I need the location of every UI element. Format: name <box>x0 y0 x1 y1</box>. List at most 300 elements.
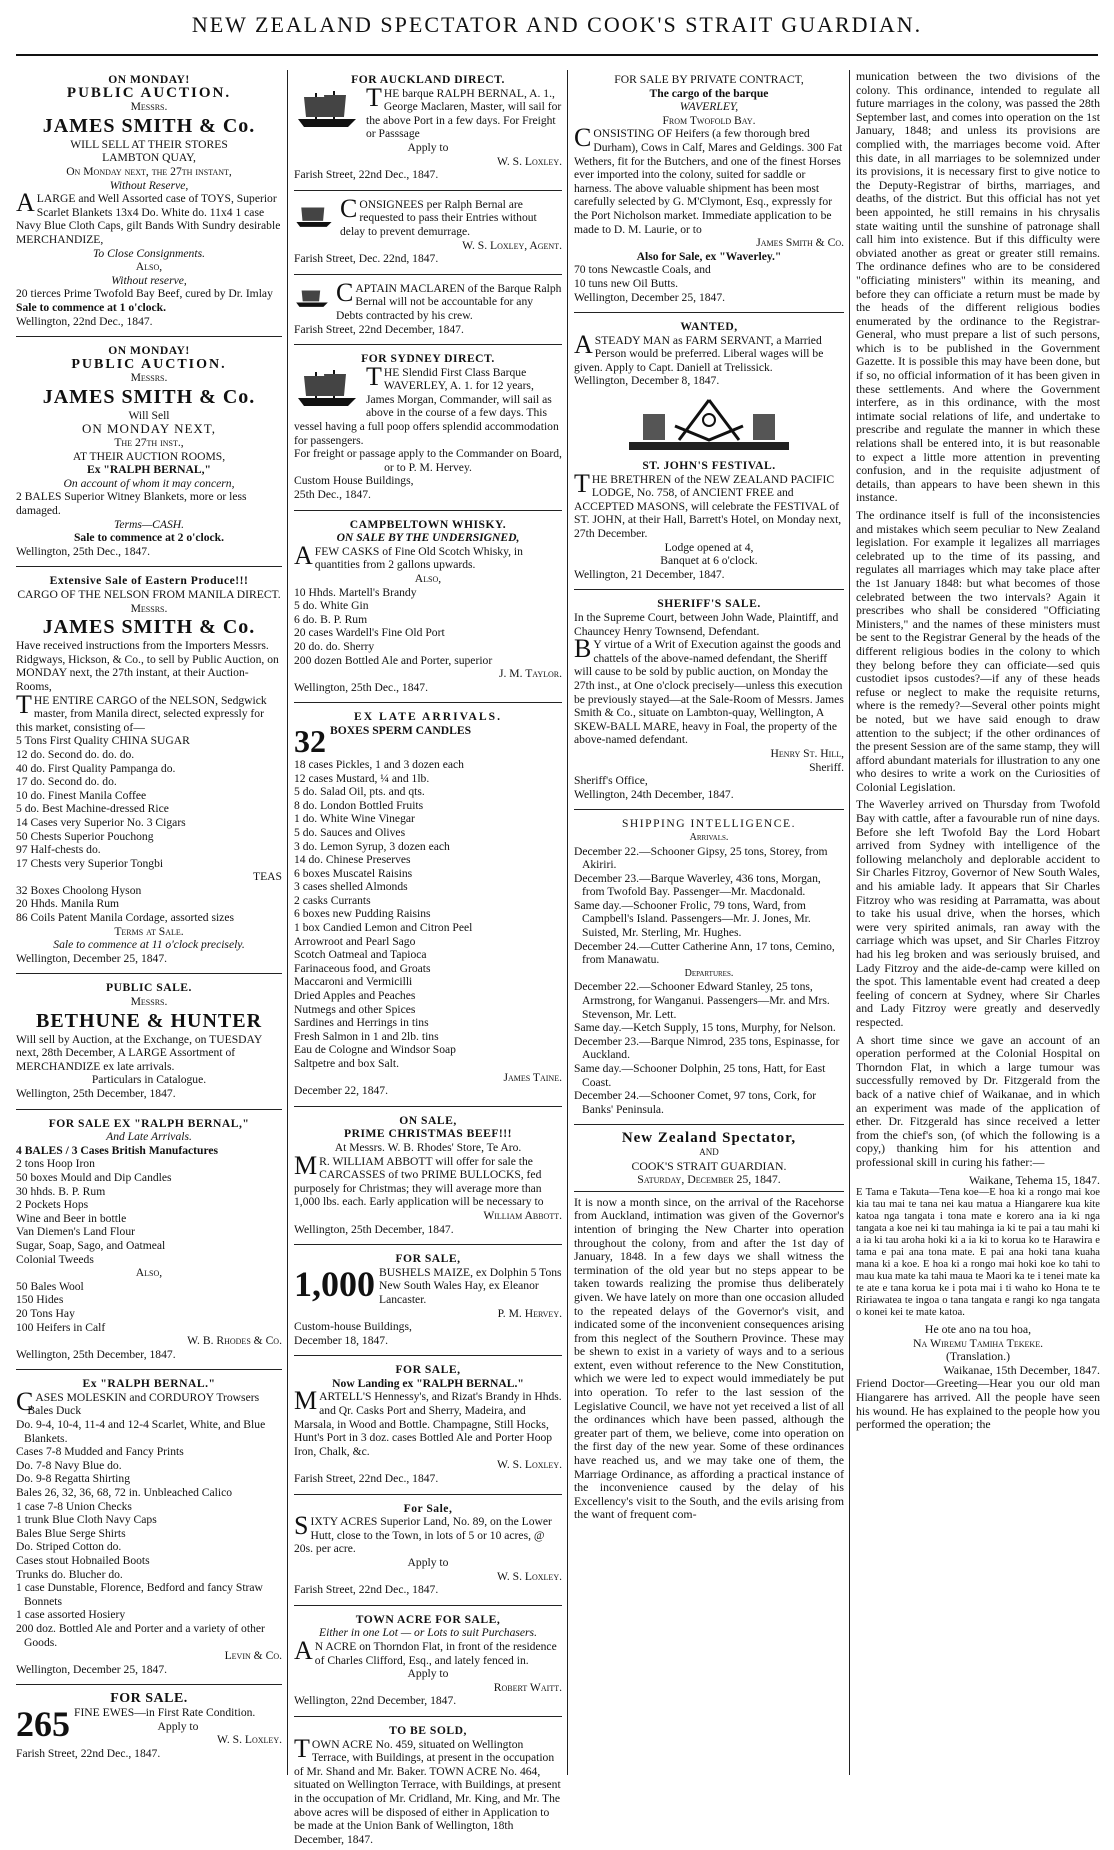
divider <box>294 702 562 703</box>
list-item: Saltpetre and box Salt. <box>294 1057 399 1070</box>
ad-heading: PUBLIC AUCTION. <box>66 84 232 101</box>
arrivals-list <box>574 845 844 967</box>
column-2 <box>294 70 562 1846</box>
list-item: 10 tuns new Oil Butts. <box>574 276 679 290</box>
ad-text: WILL SELL AT THEIR STORES <box>70 137 228 151</box>
masthead: NEW ZEALAND SPECTATOR AND COOK'S STRAIT GUARDIAN. <box>191 12 923 37</box>
divider <box>294 1494 562 1495</box>
ad-text: Ex "RALPH BERNAL," <box>87 463 211 477</box>
letter-signature: Na Wiremu Tamiha Tekeke. <box>912 1335 1044 1350</box>
list-item: December 23.—Barque Waverley, 436 tons, Morgan, from Twofold Bay. Passenger—Mr. Macdonald. <box>574 871 821 899</box>
ad-body: MR. WILLIAM ABBOTT will offer for sale the CARCASSES of two PRIME BULLOCKS, fed purposely for Christmas; they will average more than 1,000 lbs. each. Early application will be necessary to <box>294 1150 544 1209</box>
divider <box>16 1109 282 1110</box>
list-item: Nutmegs and other Spices <box>294 1002 416 1016</box>
ad-date: Wellington, December 25, 1847. <box>574 290 726 304</box>
masthead-rule <box>16 54 1098 56</box>
ad-heading: Ex "RALPH BERNAL." <box>82 1377 216 1391</box>
list-item: Bales Duck <box>27 1404 82 1418</box>
list-item: 100 Heifers in Calf <box>16 1320 106 1334</box>
ad-date: Wellington, 25th December, 1847. <box>294 1222 454 1236</box>
list-item: 97 Half-chests do. <box>16 843 101 857</box>
divider <box>294 1716 562 1717</box>
list-item: 6 do. B. P. Rum <box>294 612 368 626</box>
firm-name: JAMES SMITH & Co. <box>42 114 256 137</box>
column-divider <box>287 70 288 1775</box>
ad-text: Sale to commence at 2 o'clock. <box>73 531 225 545</box>
advert-bethune-hunter <box>16 978 282 1104</box>
divider <box>294 190 562 191</box>
letter-translation: Friend Doctor—Greeting—Hear you our old man Hiangarere has arrived. All the people have seen his wound. He has explained to the people how you performed the operation; the <box>856 1376 1100 1432</box>
list-item: Sugar, Soap, Sago, and Oatmeal <box>16 1238 166 1252</box>
list-item: 6 boxes new Pudding Raisins <box>294 907 431 921</box>
ad-text: WAVERLEY, <box>679 100 739 114</box>
list-item: 5 do. Best Machine-dressed Rice <box>16 802 169 816</box>
ad-heading: WANTED, <box>680 320 738 334</box>
firm-name: BETHUNE & HUNTER <box>35 1009 263 1032</box>
ad-body: BY virtue of a Writ of Execution against the goods and chattels of the above-named defendant, the Sheriff will cause to be sold by public auction, on Monday the 27th inst., at One o'clock precisely—unless this execution be previously stayed—at the Sale-Room of Messrs. James Smith & Co., situate on Lambton-quay, Wellington, A SKEW-BALL MARE, heavy in Foal, the property of the above-named defendant. <box>574 634 844 747</box>
ad-text: Messrs. <box>130 995 168 1009</box>
advert-consignees <box>294 195 562 270</box>
advert-smith-toys <box>16 70 282 332</box>
ad-heading: CARGO OF THE NELSON FROM MANILA DIRECT. <box>17 588 281 601</box>
divider <box>294 1244 562 1245</box>
list-item: 2 Pockets Hops <box>16 1198 89 1212</box>
firm-name: JAMES SMITH & Co. <box>42 616 256 639</box>
advert-sydney-direct <box>294 349 562 506</box>
advert-auckland-direct <box>294 70 562 186</box>
ad-heading: FOR AUCKLAND DIRECT. <box>351 73 505 86</box>
masonic-emblem-icon <box>629 396 789 452</box>
ad-signature: W. S. Loxley. <box>496 1458 562 1472</box>
list-item: December 22.—Schooner Edward Stanley, 25 tons, Armstrong, for Wanganui. Passengers—Mr. and Mrs. Stevenson, Mr. Lett. <box>574 980 830 1021</box>
list-item: 12 do. Second do. do. do. <box>16 747 135 761</box>
divider <box>574 809 844 810</box>
column-divider <box>567 70 568 1775</box>
advert-ewes <box>16 1689 282 1764</box>
ad-text: On Monday next, the 27th instant, <box>66 164 232 178</box>
ad-text: Will Sell <box>128 408 170 422</box>
list-item: Same day.—Schooner Dolphin, 25 tons, Hatt, for East Coast. <box>574 1062 826 1089</box>
issue-date: Saturday, December 25, 1847. <box>637 1172 781 1187</box>
ad-body: THE Slendid First Class Barque WAVERLEY, A. 1. for 12 years, James Morgan, Commander, will sail as above in the course of a few days. This vessel having a full poop offers splendid accommodation for passengers. <box>294 361 559 447</box>
divider <box>16 1684 282 1685</box>
letter-signature: He ote ano na tou hoa, <box>924 1322 1032 1337</box>
list-item: 1 do. White Wine Vinegar <box>294 812 415 826</box>
advert-nelson-cargo <box>16 571 282 969</box>
advert-levin <box>16 1374 282 1680</box>
list-item: December 24.—Schooner Comet, 97 tons, Cork, for Banks' Peninsula. <box>574 1089 817 1116</box>
ad-heading: For Sale, <box>403 1501 453 1515</box>
ad-signature: William Abbott. <box>483 1208 562 1222</box>
divider <box>16 336 282 337</box>
sub-heading: Arrivals. <box>689 831 729 843</box>
list-item: 17 do. Second do. do. <box>16 775 117 789</box>
newspaper-title: New Zealand Spectator, <box>621 1130 797 1147</box>
ad-heading: TO BE SOLD, <box>389 1723 467 1737</box>
divider <box>294 1355 562 1356</box>
list-item: 40 do. First Quality Pampanga do. <box>16 761 176 775</box>
list-item: Farinaceous food, and Groats <box>294 961 431 975</box>
ship-icon <box>294 368 360 408</box>
divider <box>294 1605 562 1606</box>
list-item: 10 do. Finest Manila Coffee <box>16 788 147 802</box>
advert-sixty-acres <box>294 1499 562 1601</box>
ad-text: ON MONDAY NEXT, <box>81 421 217 437</box>
goods-list <box>294 586 562 668</box>
ad-date: Wellington, 24th December, 1847. <box>574 787 734 801</box>
ad-text: To Close Consignments. <box>93 246 205 260</box>
advert-late-arrivals <box>294 707 562 1101</box>
ad-body: FINE EWES—in First Rate Condition. <box>74 1705 256 1719</box>
ad-body: BOXES SPERM CANDLES <box>330 723 472 737</box>
ad-date: Farish Street, 22nd December, 1847. <box>294 322 464 336</box>
ad-body: THE BRETHREN of the NEW ZEALAND PACIFIC LODGE, No. 758, of ANCIENT FREE and ACCEPTED MASONS, will celebrate the FESTIVAL of ST. JOHN, at their Hall, Barrett's Hotel, on Monday next, 27th December. <box>574 468 842 541</box>
list-item: Same day.—Ketch Supply, 15 tons, Murphy, for Nelson. <box>574 1021 836 1035</box>
list-item: 6 boxes Muscatel Raisins <box>294 866 413 880</box>
divider <box>574 1124 844 1125</box>
list-item: 200 doz. Bottled Ale and Porter and a variety of other Goods. <box>16 1621 265 1649</box>
list-item: 20 do. do. Sherry <box>294 639 375 653</box>
ad-heading: FOR SALE BY PRIVATE CONTRACT, <box>614 73 804 86</box>
ad-text: Sale to commence at 1 o'clock. <box>16 300 167 314</box>
editorial-paragraph: The ordinance itself is full of the inconsistencies and mistakes which seem peculiar to New Zealand legislation. For example it legalizes all marriages celebrated up to the time of its passing, and regulates all marriages which may take place after the 1st January 1848: but what becomes of those celebrated between the two intervals? Again it prescribes who shall be considered "Officiating Ministers," and the names of these ministers must be sent to the Registrar General by the heads of the different religious bodies in the colony to which they belong before they can officiate—sed quis custodiet ipsos custodes?—if any of these heads refuse or neglect to make the requisite returns, where is the remedy?—Several other points might be noted, but we have said enough to draw attention to the subject; if the other ordinances of the present Session are of the same stamp, they will afford abundant materials for illustration to any one who desires to write a work on the Curiosities of Colonial Legislation. <box>856 508 1100 794</box>
divider <box>574 589 844 590</box>
ad-body: Have received instructions from the Importers Messrs. Ridgways, Hickson, & Co., to sell by Public Auction, on MONDAY next, the 27th instant, at their Auction-Rooms, <box>16 639 279 693</box>
shipping-intelligence <box>574 814 844 1120</box>
list-item: 10 Hhds. Martell's Brandy <box>294 585 417 599</box>
ad-heading: TOWN ACRE FOR SALE, <box>355 1612 501 1626</box>
list-item: 17 Chests very Superior Tongbi <box>16 856 164 870</box>
list-item: Cases 7-8 Mudded and Fancy Prints <box>16 1445 184 1459</box>
sub-heading: Departures. <box>684 967 734 979</box>
cargo-list <box>16 734 282 924</box>
advert-christmas-beef <box>294 1111 562 1240</box>
ad-heading: FOR SALE, <box>395 1252 461 1266</box>
advert-whisky <box>294 515 562 699</box>
ad-body: THE ENTIRE CARGO of the NELSON, Sedgwick master, from Manila direct, selected expressly for this market, consisting of— <box>16 689 267 734</box>
ad-body: SIXTY ACRES Superior Land, No. 89, on the Lower Hutt, close to the Town, in lots of 5 or 10 acres, @ 20s. per acre. <box>294 1511 552 1556</box>
ad-text: Messrs. <box>130 100 168 114</box>
ad-body: BUSHELS MAIZE, ex Dolphin 5 Tons New South Wales Hay, ex Eleanor Lancaster. <box>379 1265 562 1306</box>
ad-heading: FOR SYDNEY DIRECT. <box>361 352 495 366</box>
list-item: Same day.—Schooner Frolic, 79 tons, Ward, from Campbell's Island. Passengers—Mr. J. Jones, Mr. Suisted, Mr. Sterling, Mr. Hughes. <box>574 898 811 940</box>
list-item: 1 trunk Blue Cloth Navy Caps <box>16 1513 157 1527</box>
list-item: 20 Hhds. Manila Rum <box>16 897 120 911</box>
divider <box>294 510 562 511</box>
ad-heading: CAMPBELTOWN WHISKY. <box>349 517 507 531</box>
ad-signature: W. S. Loxley. <box>216 1733 282 1747</box>
list-item: 50 Bales Wool <box>16 1279 84 1293</box>
list-item: Van Diemen's Land Flour <box>16 1225 135 1239</box>
ad-signature: W. S. Loxley, Agent. <box>462 238 562 252</box>
ad-date: Farish Street, 22nd Dec., 1847. <box>294 1583 439 1597</box>
ad-body: 2 BALES Superior Witney Blankets, more or less damaged. <box>16 490 247 518</box>
editorial-paragraph: It is now a month since, on the arrival of the Racehorse from Auckland, intimation was given of the Governor's intention of bringing the New Charter into operation throughout the colony, from and after the 1st day of January, 1848. In a few days we shall witness the termination of the old year but no steps appear to be taken towards realizing the promise thus deliberately given. We have lately on more than one occasion alluded to the repeated delays of the Governor's visit, and indicated some of the inconvenient consequences arising from this neglect of the Southern Province. These may be shewn to exist in a variety of ways and to a serious extent, even without reference to the New Constitution, which we were led to expect would immediately be put into operation. To refer to the last session of the Legislative Council, we have not yet received a list of all the ordinances which have been passed, although the greater part of them, we believe, come into operation on the first day of the new year. Some of these ordinances have reached us, and we may take one of them, the Marriage Ordinance, as affording a practical instance of the inconvenience caused by the delay of his Excellency's visit to the South, and the evils arising from the want of frequent com- <box>574 1194 844 1522</box>
ad-text: LAMBTON QUAY, <box>102 151 196 165</box>
ad-text: Without reserve, <box>111 273 187 287</box>
ad-heading: FOR SALE, <box>395 1363 461 1377</box>
letter-place: Waikanae, 15th December, 1847. <box>943 1362 1100 1377</box>
list-item: 1 case assorted Hosiery <box>16 1608 126 1622</box>
advert-sheriffs-sale <box>574 594 844 805</box>
ad-body: ALARGE and Well Assorted case of TOYS, Superior Scarlet Blankets 13x4 Do. White do. 11x4 1 case Navy Blue Cloth Caps, gilt Bands With Sundry desirable MERCHANDIZE, <box>16 188 281 246</box>
ship-icon <box>294 200 334 232</box>
ad-body: CASES MOLESKIN and CORDUROY Trowsers <box>16 1386 260 1416</box>
list-item: 20 Tons Hay <box>16 1306 75 1320</box>
ad-text: Custom House Buildings, <box>294 474 414 488</box>
newspaper-subtitle: COOK'S STRAIT GUARDIAN. <box>631 1158 787 1173</box>
advert-smith-blankets <box>16 341 282 562</box>
list-item: 1 case 7-8 Union Checks <box>16 1499 132 1513</box>
ad-signature: Henry St. Hill, <box>770 746 844 760</box>
list-item: 12 cases Mustard, ¼ and 1lb. <box>294 771 430 785</box>
divider <box>16 1369 282 1370</box>
ad-text: Sale to commence at 11 o'clock precisely. <box>53 938 245 952</box>
ad-date: Wellington, 22nd December, 1847. <box>294 1694 457 1708</box>
list-item: 1 box Candied Lemon and Citron Peel <box>294 921 473 935</box>
ad-date: Wellington, 22nd Dec., 1847. <box>16 314 153 328</box>
ad-text: Without Reserve, <box>109 178 189 192</box>
ad-date: 25th Dec., 1847. <box>294 488 371 502</box>
list-item: Sardines and Herrings in tins <box>294 1016 429 1030</box>
ad-date: Wellington, 21 December, 1847. <box>574 567 725 581</box>
list-item: 5 do. Sauces and Olives <box>294 825 406 839</box>
ad-date: Farish Street, 22nd Dec., 1847. <box>294 168 439 182</box>
lot-number: 32 <box>294 722 326 759</box>
list-item: Bales 26, 32, 36, 68, 72 in. Unbleached Calico <box>16 1486 233 1500</box>
list-item: 5 do. White Gin <box>294 599 369 613</box>
list-item: 30 hhds. B. P. Rum <box>16 1184 106 1198</box>
ad-text: The 27th inst., <box>114 436 184 450</box>
ad-text: Terms at Sale. <box>114 924 184 938</box>
list-item: 20 cases Wardell's Fine Old Port <box>294 626 445 640</box>
list-item: 3 do. Lemon Syrup, 3 dozen each <box>294 839 450 853</box>
goods-list <box>574 263 844 290</box>
advert-brandy <box>294 1360 562 1489</box>
column-1 <box>16 70 282 1775</box>
ad-text: Terms—CASH. <box>113 517 185 531</box>
ad-body: MARTELL'S Hennessy's, and Rizat's Brandy in Hhds. and Qr. Casks Port and Sherry, Madeira, and Marsala, in Wood and Bottle. Champagne, Still Hocks, Hunt's Port in 3 doz. cases Bottled Ale and Porter Hoop Iron, Chalk, &c. <box>294 1386 562 1458</box>
advert-wanted <box>574 317 844 392</box>
list-item: Do. 9-4, 10-4, 11-4 and 12-4 Scarlet, White, and Blue Blankets. <box>16 1418 266 1445</box>
ad-date: Farish Street, 22nd Dec., 1847. <box>294 1472 439 1486</box>
news-paragraph: The Waverley arrived on Thursday from Twofold Bay with cattle, after a favourable run of nine days. Before she left Twofold Bay the Lord Hobart arrived from Sydney with intelligence of the following melancholy and deplorable accident to Sir Charles Fitzroy, Governor of New South Wales, and his amiable lady. It appears that Sir Charles Fitzroy who was residing at Parramatta, was about to take his usual drive, when the horses, which were very spirited animals, ran away with the carriage which was upset, and Sir Charles Fitzroy had his leg broken and was seriously bruised, and Lady Fitzroy and the aide-de-camp were killed on the spot. This lamentable event had created a deep feeling of concern at Sydney, where Sir Charles and Lady Fitzroy were greatly and deservedly respected. <box>856 797 1100 1029</box>
goods-list <box>294 758 562 1071</box>
list-item: Trunks do. Blucher do. <box>16 1567 123 1581</box>
goods-list <box>16 1157 282 1266</box>
ad-body: AFEW CASKS of Fine Old Scotch Whisky, in quantities from 2 gallons upwards. <box>294 540 523 572</box>
list-item: December 23.—Barque Nimrod, 235 tons, Espinasse, for Auckland. <box>574 1034 840 1062</box>
column-4 <box>856 70 1100 1775</box>
ad-text: At Messrs. W. B. Rhodes' Store, Te Aro. <box>334 1140 522 1154</box>
ad-text: Apply to <box>407 1556 449 1569</box>
list-item: 3 cases shelled Almonds <box>294 880 408 894</box>
teas-label: TEAS <box>253 870 282 884</box>
ad-text: Messrs. <box>130 371 168 385</box>
ad-signature: James Smith & Co. <box>756 236 844 250</box>
ad-signature: J. M. Taylor. <box>498 667 562 681</box>
ad-text: Also, <box>135 1266 163 1280</box>
goods-list <box>16 1280 282 1334</box>
list-item: 18 cases Pickles, 1 and 3 dozen each <box>294 757 464 771</box>
list-item: Fresh Salmon in 1 and 2lb. tins <box>294 1029 439 1043</box>
ad-signature: Robert Waitt. <box>493 1680 562 1694</box>
ad-heading: Either in one Lot — or Lots to suit Purchasers. <box>319 1626 537 1640</box>
firm-name: JAMES SMITH & Co. <box>42 385 256 408</box>
list-item: 2 tons Hoop Iron <box>16 1157 95 1171</box>
list-item: Cases stout Hobnailed Boots <box>16 1554 150 1567</box>
divider <box>16 566 282 567</box>
ad-signature: James Taine. <box>503 1070 562 1084</box>
ad-body: AN ACRE on Thorndon Flat, in front of the residence of Charles Clifford, Esq., and lately fenced in. <box>294 1635 557 1667</box>
list-item: Bales Blue Serge Shirts <box>16 1526 126 1540</box>
ad-signature: Sheriff. <box>809 760 844 774</box>
ad-date: December 18, 1847. <box>294 1333 389 1347</box>
ad-date: Farish Street, Dec. 22nd, 1847. <box>294 252 439 266</box>
divider <box>574 312 844 313</box>
ad-body: 4 BALES / 3 Cases British Manufactures <box>16 1143 219 1157</box>
list-item: 200 dozen Bottled Ale and Porter, superior <box>294 653 493 667</box>
advert-captain-maclaren <box>294 279 562 340</box>
ad-heading: EX LATE ARRIVALS. <box>354 710 502 724</box>
ad-signature: W. B. Rhodes & Co. <box>187 1334 282 1348</box>
list-item: Arrowroot and Pearl Sago <box>294 934 416 948</box>
ad-heading: SHERIFF'S SALE. <box>657 597 761 611</box>
list-item: 2 casks Currants <box>294 893 371 907</box>
divider <box>574 1191 844 1192</box>
ad-text: Apply to <box>157 1719 199 1733</box>
ad-text: Also, <box>135 260 163 274</box>
ad-heading: And Late Arrivals. <box>106 1130 192 1144</box>
ad-signature: P. M. Hervey. <box>497 1306 562 1320</box>
list-item: 5 Tons First Quality CHINA SUGAR <box>16 734 190 748</box>
list-item: 8 do. London Bottled Fruits <box>294 798 424 812</box>
ad-text: Apply to <box>407 140 449 154</box>
ad-heading: ON SALE BY THE UNDERSIGNED, <box>336 531 520 545</box>
ad-signature: W. S. Loxley. <box>496 154 562 168</box>
ad-date: December 22, 1847. <box>294 1084 389 1098</box>
ad-text: AND <box>699 1146 719 1157</box>
ad-text: From Twofold Bay. <box>662 113 756 127</box>
ad-text: On account of whom it may concern, <box>63 476 235 490</box>
advert-maize <box>294 1249 562 1351</box>
divider <box>16 973 282 974</box>
goods-list <box>16 1404 282 1649</box>
ad-date: Wellington, 25th December, 1847. <box>16 1347 176 1361</box>
advert-to-be-sold <box>294 1721 562 1850</box>
letter-place: Waikane, Tehema 15, 1847. <box>968 1172 1100 1187</box>
list-item: 150 Hides <box>16 1293 64 1307</box>
ad-text: Particulars in Catalogue. <box>91 1073 207 1087</box>
ad-body: CONSIGNEES per Ralph Bernal are requested to pass their Entries without delay to prevent demurrage. <box>340 193 537 238</box>
list-item: Wine and Beer in bottle <box>16 1211 127 1225</box>
ad-text: AT THEIR AUCTION ROOMS, <box>72 449 226 463</box>
ad-text: Custom-house Buildings, <box>294 1320 412 1334</box>
ad-text: Also, <box>414 572 442 585</box>
ad-text: Sheriff's Office, <box>574 774 648 788</box>
lot-number: 1,000 <box>294 1263 375 1304</box>
list-item: 50 boxes Mould and Dip Candles <box>16 1170 172 1184</box>
ad-heading: Extensive Sale of Eastern Produce!!! <box>49 574 249 588</box>
ad-body: Will sell by Auction, at the Exchange, on TUESDAY next, 28th December, A LARGE Assortment of MERCHANDIZE ex late arrivals. <box>16 1032 262 1073</box>
ad-date: Wellington, 25th December, 1847. <box>16 1087 176 1100</box>
departures-list <box>574 980 844 1116</box>
ad-heading: PUBLIC SALE. <box>106 981 192 995</box>
ad-heading: PUBLIC AUCTION. <box>71 356 227 372</box>
list-item: December 24.—Cutter Catherine Ann, 17 tons, Cemino, from Manawatu. <box>574 939 835 967</box>
ad-heading: PRIME CHRISTMAS BEEF!!! <box>343 1127 513 1141</box>
list-item: 14 Cases very Superior No. 3 Cigars <box>16 815 186 829</box>
ad-heading: FOR SALE EX "RALPH BERNAL," <box>48 1116 250 1130</box>
advert-waverley-cargo <box>574 70 844 308</box>
ad-heading: FOR SALE. <box>110 1691 188 1707</box>
news-paragraph: A short time since we gave an account of an operation performed at the Colonial Hospital on Thorndon Flat, in which a large tumour was successfully removed by Dr. Fitzgerald from the back of a native chief of Waikanae, and in which an experiment was made of the application of ether. Dr. Fitzgerald has since received a letter from the chief's son, (of which the following is a copy,) thanking him for his attention and professional skill in curing his father:— <box>856 1032 1100 1169</box>
ad-date: Wellington, December 25, 1847. <box>16 951 168 965</box>
ad-heading: ON MONDAY! <box>108 73 190 86</box>
ship-icon <box>294 89 360 129</box>
ad-body: TOWN ACRE No. 459, situated on Wellington Terrace, with Buildings, at present in the occupation of Mr. Shand and Mr. Baker. TOWN ACRE No. 464, situated on Wellington Terrace, with Buildings, at present in the occupation of Mr. Cridland, Mr. King, and Mr. The above acres will be disposed of either in Application to be made at the Union Bank of Wellington, 18th December, 1847. <box>294 1733 561 1846</box>
list-item: 70 tons Newcastle Coals, and <box>574 263 711 277</box>
list-item: Maccaroni and Vermicilli <box>294 975 413 989</box>
editorial-paragraph: munication between the two divisions of the colony. This ordinance, intended to regulate all future marriages in the colony, was passed the 28th September last, and comes into operation on the 1st January, 1848; and unless its provisions are complied with, the marriages become void. After this date, in all marriages to be solemnized under its provisions, it is necessary first to give notice to the Deputy-Registrar of births, marriages, and deaths, of the district. But this official has not yet been appointed, he still remains in his chrysalis state waiting until the sunshine of patronage shall call him into existence. But if this difficulty were obviated another as great or greater still remains. The ordinance defines who are to be considered "officiating ministers" within its meaning, and before they can officiate a return must be made by the heads of the different religious bodies enumerated by the ordinance to the Registrar-General, who must prepare a list of such persons, which is to be published in the Government Gazette. It is possible this may have been done, but if so, no official information of it has been given in these settlements. And where the Government interfere, as in this ordinance, with the most intimate social relations of life, and undertake to prescribe and regulate the manner in which these relations shall be entered into, it is but reasonable to expect a little more attention in preventing confusion, and in the requisite adjustment of details, than appears to have been shewn in this instance. <box>856 69 1100 505</box>
list-item: 50 Chests Superior Pouchong <box>16 829 154 843</box>
ad-text: Banquet at 6 o'clock. <box>660 554 758 568</box>
ad-date: Farish Street, 22nd Dec., 1847. <box>16 1746 161 1760</box>
ad-date: Wellington, 25th Dec., 1847. <box>16 544 150 558</box>
ad-text: 20 tierces Prime Twofold Bay Beef, cured by Dr. Imlay <box>16 287 273 301</box>
divider <box>294 344 562 345</box>
ad-text: Lodge opened at 4, <box>664 540 754 554</box>
ad-signature: Levin & Co. <box>224 1649 282 1663</box>
ad-date: Wellington, December 8, 1847. <box>574 374 720 388</box>
advert-st-johns-festival <box>574 456 844 585</box>
list-item: Do. 9-8 Regatta Shirting <box>16 1472 130 1486</box>
ad-body: CAPTAIN MACLAREN of the Barque Ralph Bernal will not be accountable for any Debts contracted by his crew. <box>336 277 562 322</box>
advert-town-acre <box>294 1610 562 1712</box>
translation-heading: (Translation.) <box>945 1349 1011 1364</box>
ad-body: CONSISTING OF Heifers (a few thorough bred Durham), Cows in Calf, Mares and Geldings. 300 Fat Wethers, fit for the Butchers, and one of the finest Horses ever imported into the colony, suited for saddle or harness. The above valuable shipment has been most carefully selected by G. M'Clymont, Esq., expressly for the Port Nicholson market. Immediate application to be made to D. M. Laurie, or to <box>574 123 843 236</box>
ship-icon <box>294 284 330 310</box>
column-3 <box>574 70 844 1775</box>
list-item: Colonial Tweeds <box>16 1252 94 1266</box>
list-item: 32 Boxes Choolong Hyson <box>16 883 142 897</box>
divider <box>294 274 562 275</box>
section-heading: SHIPPING INTELLIGENCE. <box>621 817 797 831</box>
list-item: 14 do. Chinese Preserves <box>294 853 411 867</box>
list-item: Eau de Cologne and Windsor Soap <box>294 1043 456 1057</box>
ad-date: Wellington, December 25, 1847. <box>16 1662 168 1676</box>
ad-heading: ON MONDAY! <box>108 344 190 358</box>
ad-text: In the Supreme Court, between John Wade, Plaintiff, and Chauncey Henry Townsend, Defendant. <box>574 611 839 638</box>
divider <box>294 1106 562 1107</box>
ad-heading: ON SALE, <box>399 1113 457 1127</box>
ad-body: THE barque RALPH BERNAL, A. 1., George Maclaren, Master, will sail for the above Port in a few days. For Freight or Passsage <box>366 82 562 141</box>
editorial <box>574 1129 844 1530</box>
ad-body: ASTEADY MAN as FARM SERVANT, a Married Person would be preferred. Liberal wages will be given. Apply to Capt. Daniell at Trelissick. <box>574 329 824 374</box>
list-item: December 22.—Schooner Gipsy, 25 tons, Storey, from Akiriri. <box>574 844 828 872</box>
ad-heading: The cargo of the barque <box>649 86 769 100</box>
list-item: Do. Striped Cotton do. <box>16 1540 122 1554</box>
list-item: 5 do. Salad Oil, pts. and qts. <box>294 785 425 799</box>
letter-maori: E Tama e Takuta—Tena koe—E hoa ki a rongo mai koe kia tau mai te tana nei kau matua a Hiangarere kua kite katoa nga tangata i tona mate e korero ana ia ki nga tangata a koe nei ki tau mahinga ia ki te pai a tau mahi ki a ia ki tau aroha hoki ki a ia ki to korua ko te Harawira e tama e pai ana tona mate. E pai ana hoki tana kuaha mana ki a koe. E hoa ki a rongo mai hoki koe ko tahi to mau kua mate ka tahi maua te Maori ka te i tenei mate ka te ate e tana korua ke i pota mai i ti waho ko Hona te te Ririawatea te ingoa o tana tangata e rangi ko nga tangata o konei kei te mate katoa. <box>856 1187 1100 1319</box>
ad-signature: W. S. Loxley. <box>496 1569 562 1583</box>
ad-text: For freight or passage apply to the Commander on Board, or to P. M. Hervey. <box>294 447 562 474</box>
ad-heading: Also for Sale, ex "Waverley." <box>636 249 782 263</box>
list-item: 1 case Dunstable, Florence, Bedford and fancy Straw Bonnets <box>16 1581 263 1608</box>
column-divider <box>849 70 850 1775</box>
list-item: Scotch Oatmeal and Tapioca <box>294 948 427 962</box>
list-item: 86 Coils Patent Manila Cordage, assorted sizes <box>16 911 234 925</box>
